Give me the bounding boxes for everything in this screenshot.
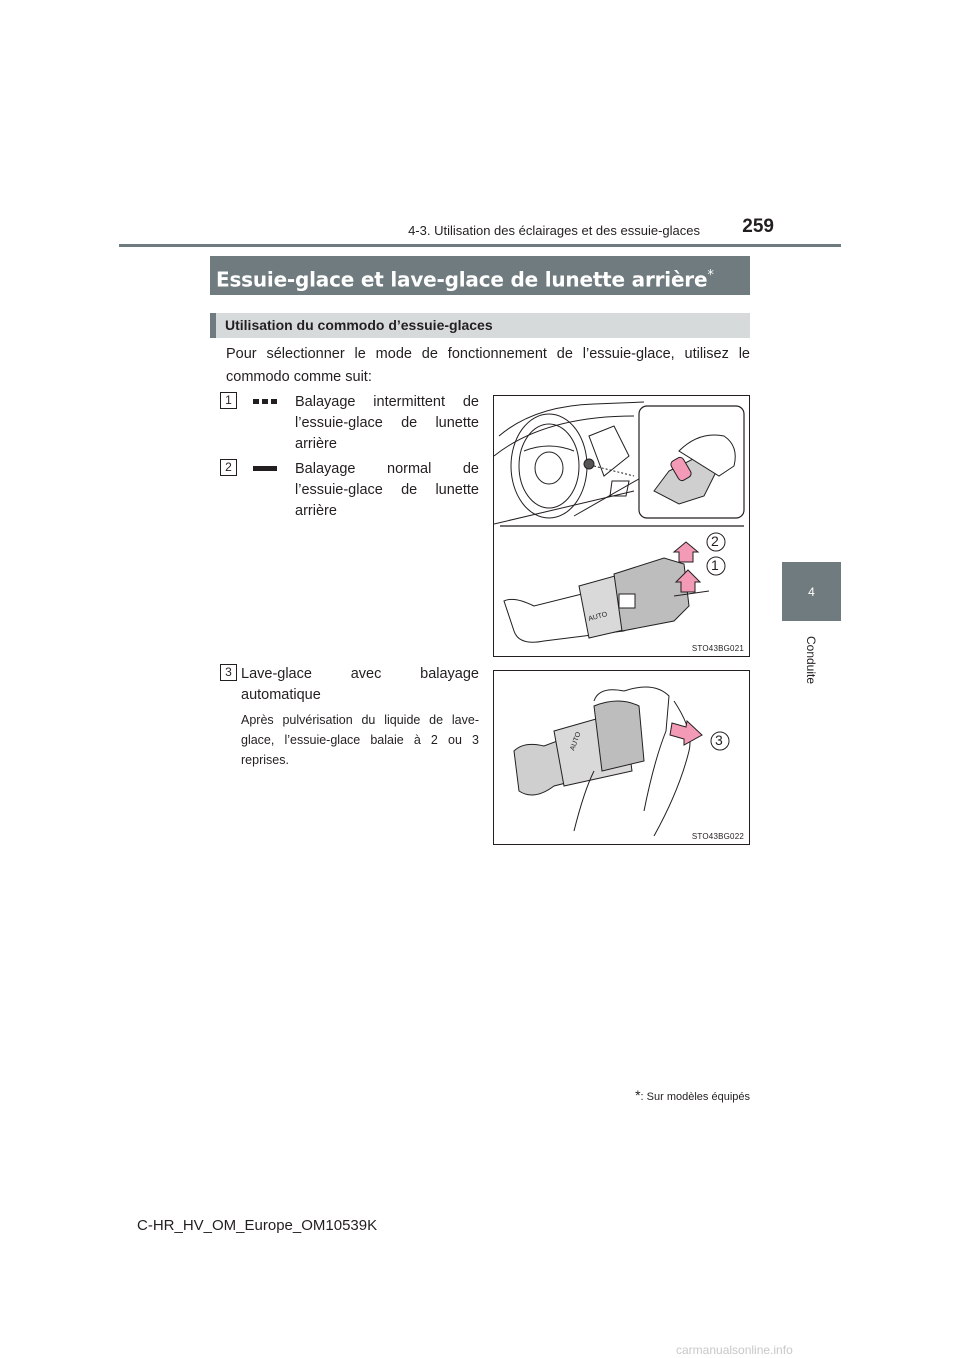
item-label-3: Lave-glace avec balayage automatique xyxy=(241,666,479,703)
chapter-label: Conduite xyxy=(804,635,819,685)
figure-washer-operation xyxy=(493,670,750,845)
figure-wiper-lever-positions xyxy=(493,395,750,657)
wiper-lever-illustration xyxy=(494,396,749,656)
title-asterisk: * xyxy=(707,268,714,283)
item-number-2: 2 xyxy=(220,459,237,476)
chapter-number: 4 xyxy=(808,584,815,599)
document-code: C-HR_HV_OM_Europe_OM10539K xyxy=(137,1217,378,1234)
footnote-text: : Sur modèles équipés xyxy=(640,1091,750,1103)
washer-lever-illustration xyxy=(494,671,749,844)
subsection-accent xyxy=(210,313,216,338)
chapter-tab xyxy=(782,562,841,621)
callout-1: 1 xyxy=(711,557,719,573)
header-rule xyxy=(119,244,841,247)
svg-text:AUTO: AUTO xyxy=(587,611,609,623)
footnote-asterisk: * xyxy=(635,1087,641,1103)
intermittent-wipe-icon xyxy=(253,399,277,405)
item-label-1: Balayage intermittent de l’essuie-glace de lunette arrière xyxy=(295,394,479,452)
item-number-3: 3 xyxy=(220,664,237,681)
figure-code-1: STO43BG021 xyxy=(691,644,744,653)
watermark: carmanualsonline.info xyxy=(676,1343,793,1357)
item-label-2: Balayage normal de l’essuie-glace de lunette arrière xyxy=(295,461,479,519)
normal-wipe-icon xyxy=(253,466,277,472)
page-number: 259 xyxy=(742,216,774,237)
callout-3: 3 xyxy=(715,732,723,748)
item-number-1: 1 xyxy=(220,392,237,409)
header-section-title: 4-3. Utilisation des éclairages et des essuie-glaces xyxy=(408,223,700,238)
subsection-bar xyxy=(210,313,750,338)
svg-text:AUTO: AUTO xyxy=(569,731,583,752)
subsection-title: Utilisation du commodo d’essuie-glaces xyxy=(225,317,493,333)
section-title: Essuie-glace et lave-glace de lunette arrière xyxy=(216,267,708,292)
item-description-3: Après pulvérisation du liquide de lave-glace, l’essuie-glace balaie à 2 ou 3 reprises. xyxy=(241,713,479,767)
intro-paragraph: Pour sélectionner le mode de fonctionnement de l’essuie-glace, utilisez le commodo comme suit: xyxy=(226,346,750,385)
figure-code-2: STO43BG022 xyxy=(691,832,744,841)
callout-2: 2 xyxy=(711,533,719,549)
chapter-label-container xyxy=(782,630,841,690)
footnote xyxy=(580,1087,750,1103)
section-title-bar xyxy=(210,256,750,295)
